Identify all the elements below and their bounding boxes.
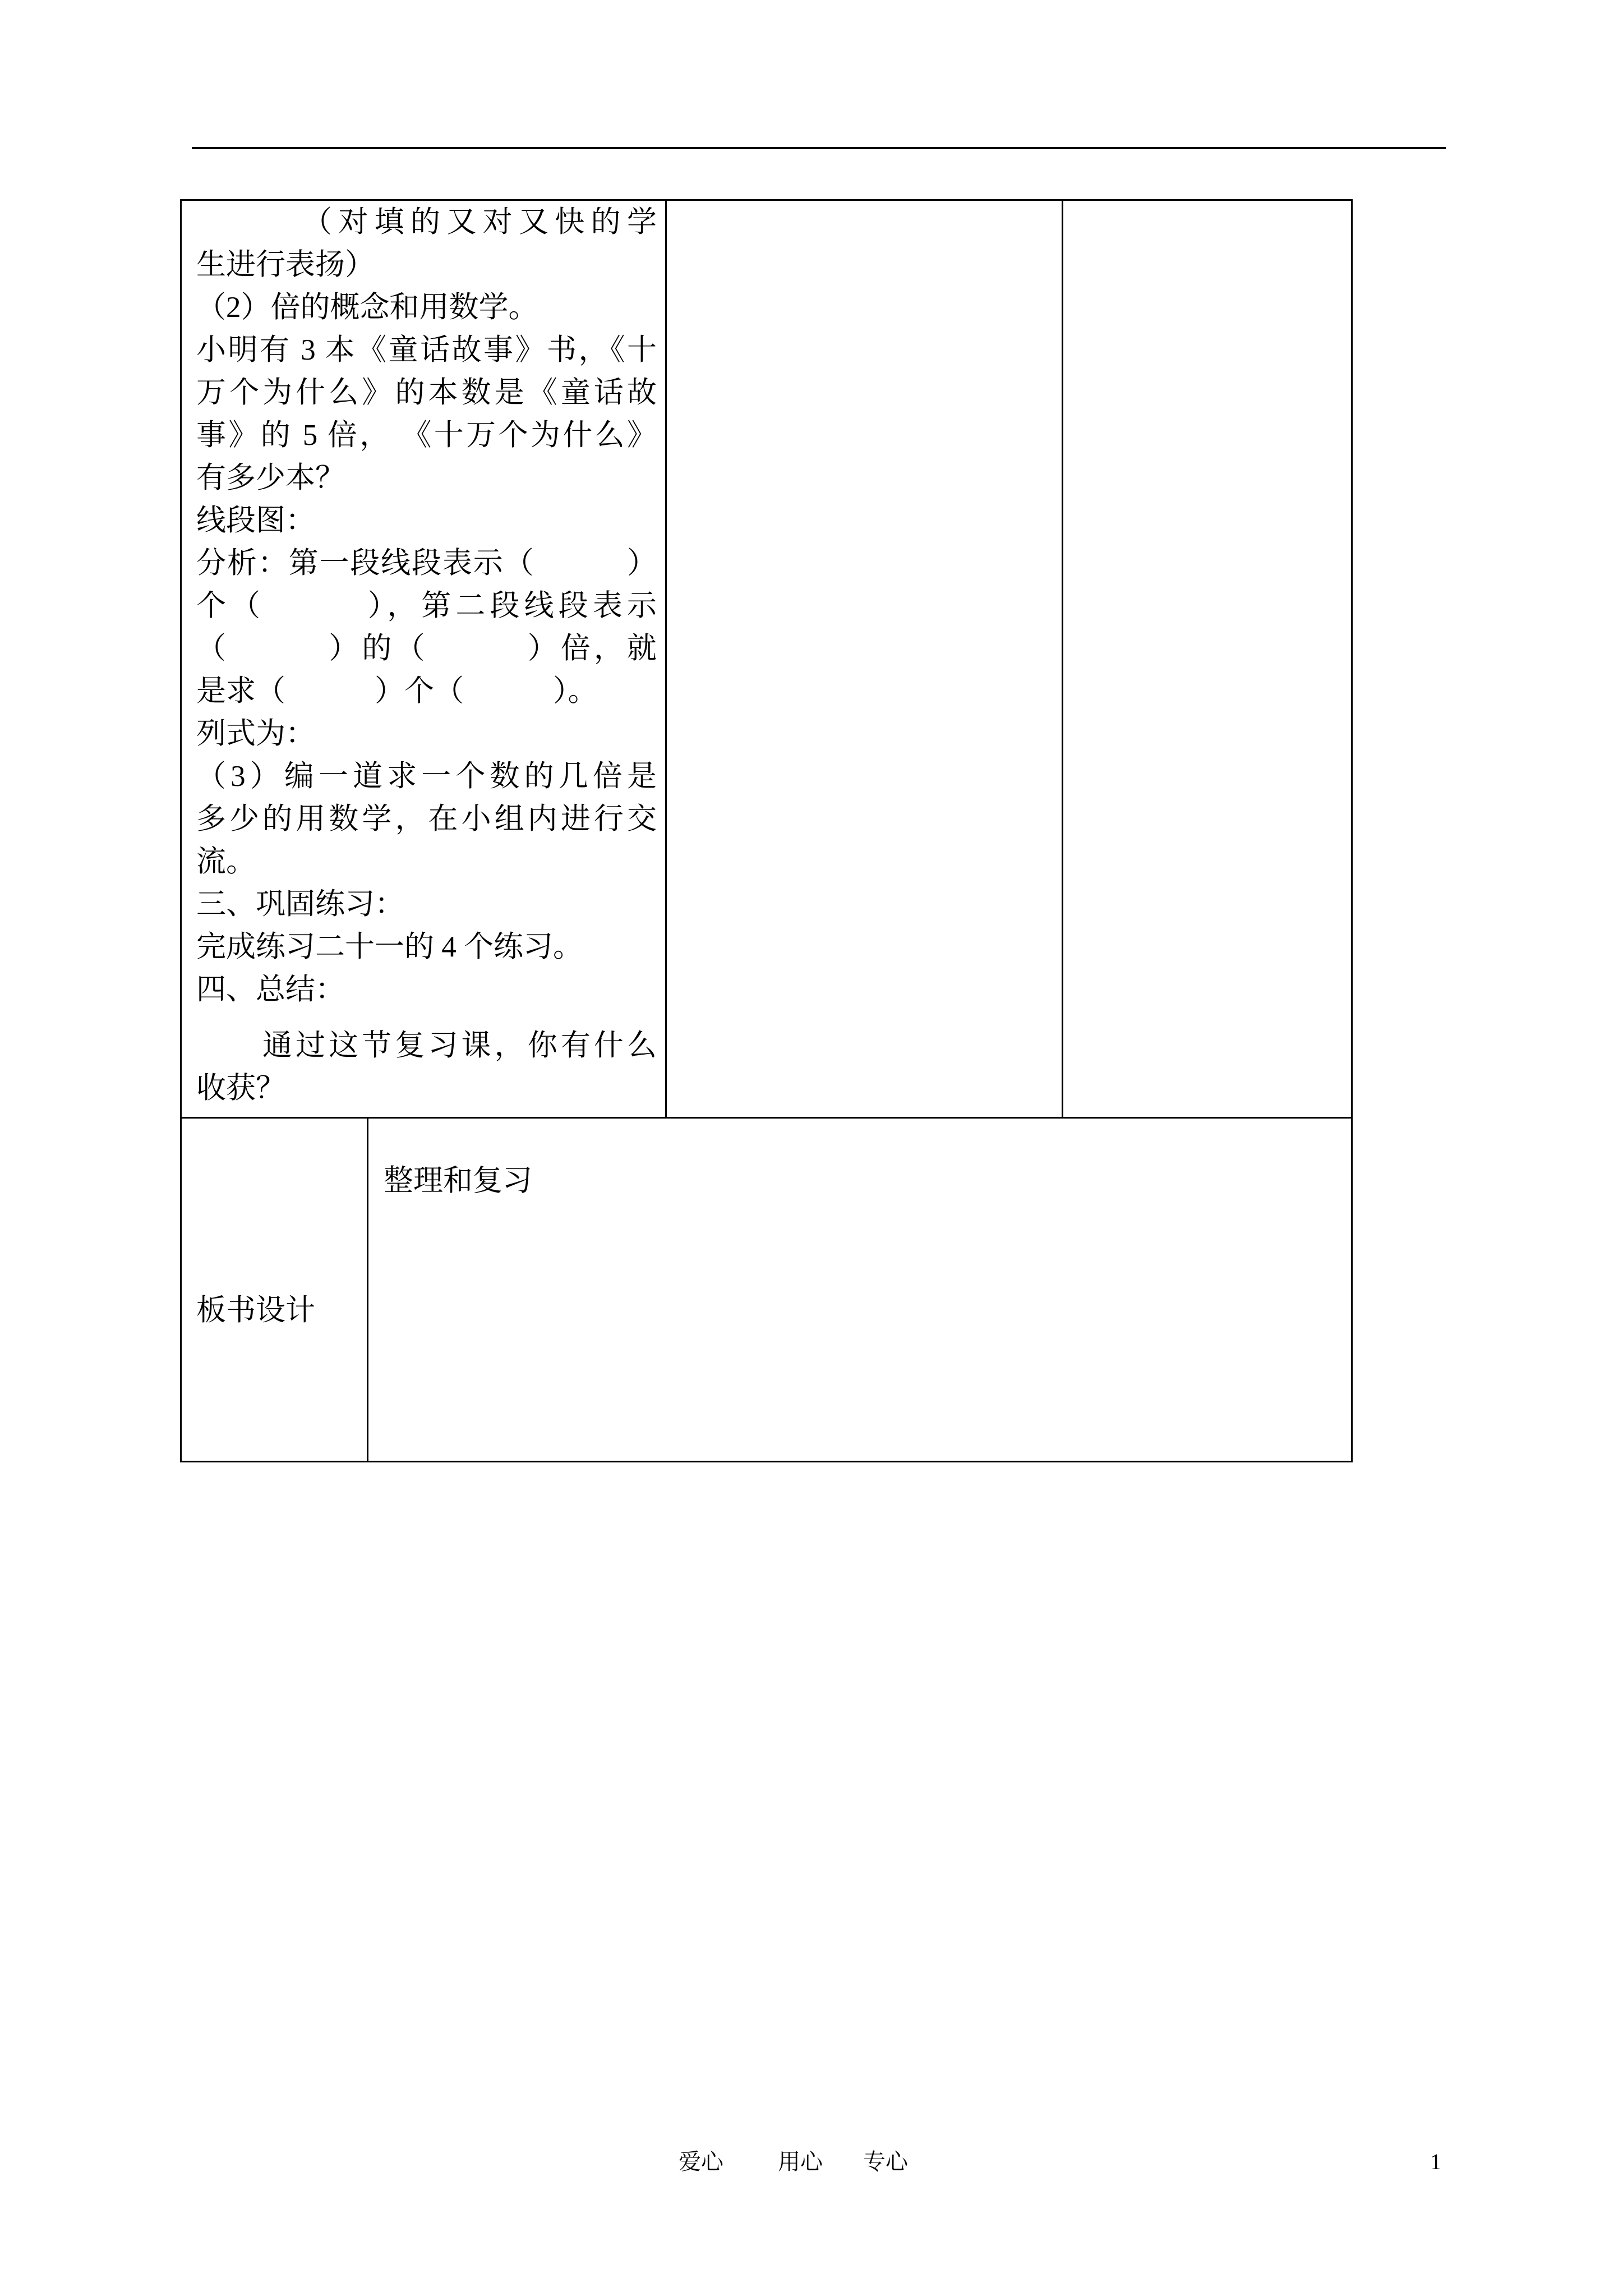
text-line: （2）倍的概念和用数学。 xyxy=(196,291,538,324)
lesson-table xyxy=(180,199,1353,1462)
footer-motto: 爱心 xyxy=(679,2149,723,2174)
text-line: （对填的又对又快的学 xyxy=(302,206,657,238)
footer-motto: 用心 xyxy=(778,2149,823,2174)
text-line: 分析：第一段线段表示（ ） xyxy=(196,547,657,579)
text-line: 事》的 5 倍， 《十万个为什么》 xyxy=(196,419,657,452)
board-design-content: 整理和复习 xyxy=(384,1165,532,1197)
text-line: 多少的用数学，在小组内进行交 xyxy=(196,803,657,835)
text-line: 三、巩固练习： xyxy=(196,888,404,921)
text-line: 万个为什么》的本数是《童话故 xyxy=(196,376,657,409)
page-number: 1 xyxy=(1430,2149,1441,2174)
text-line: 完成练习二十一的 4 个练习。 xyxy=(196,931,583,963)
text-line: 生进行表扬） xyxy=(196,249,375,281)
board-design-content-cell xyxy=(368,1119,1353,1462)
text-line: （ ）的（ ）倍，就 xyxy=(196,632,657,665)
text-line: 个（ ），第二段线段表示 xyxy=(196,590,657,622)
text-line: 通过这节复习课，你有什么 xyxy=(262,1029,657,1062)
text-line: 列式为： xyxy=(196,717,315,750)
teaching-process-cell xyxy=(182,201,667,1119)
text-line: 四、总结： xyxy=(196,973,345,1006)
header-rule xyxy=(192,147,1446,149)
footer-motto: 专心 xyxy=(863,2149,908,2174)
text-line: 是求（ ）个（ ）。 xyxy=(196,675,598,707)
board-design-label: 板书设计 xyxy=(196,1294,315,1327)
empty-cell-middle xyxy=(667,201,1063,1119)
text-line: 线段图： xyxy=(196,504,315,537)
text-line: （3）编一道求一个数的几倍是 xyxy=(196,760,657,793)
text-line: 小明有 3 本《童话故事》书，《十 xyxy=(196,334,657,366)
text-line: 有多少本？ xyxy=(196,462,345,494)
text-line: 收获？ xyxy=(196,1072,285,1105)
board-design-label-cell xyxy=(182,1119,368,1462)
text-line: 流。 xyxy=(196,845,256,878)
empty-cell-right xyxy=(1063,201,1353,1119)
